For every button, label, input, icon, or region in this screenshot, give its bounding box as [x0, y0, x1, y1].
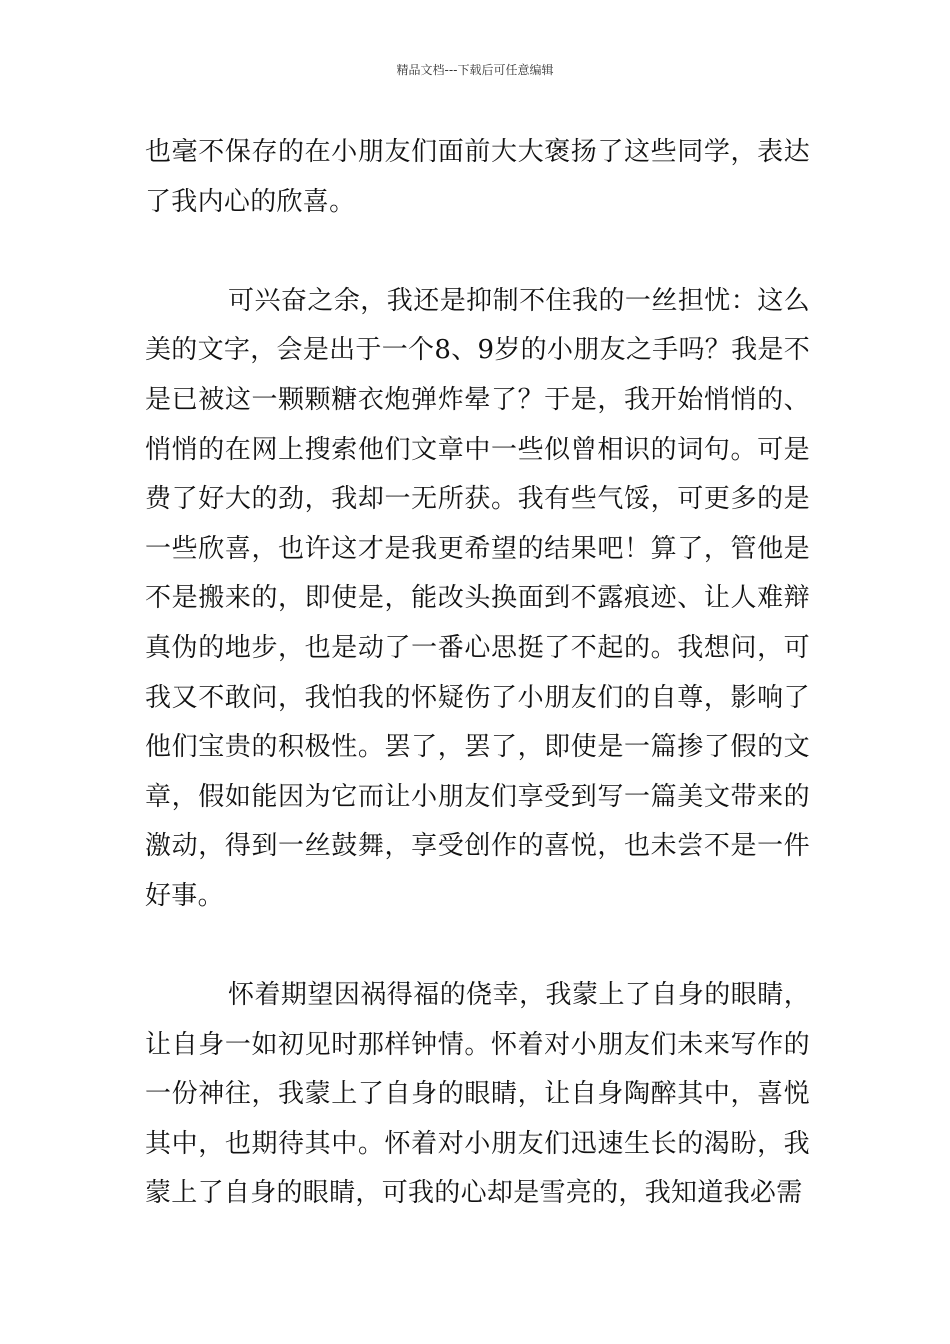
paragraph-gap — [145, 227, 810, 277]
paragraph-3: 怀着期望因祸得福的侥幸，我蒙上了自身的眼睛，让自身一如初见时那样钟情。怀着对小朋友们未来写作的一份神往，我蒙上了自身的眼睛，让自身陶醉其中，喜悦其中，也期待其中。怀着对小朋友们迅速生长的渴盼，我蒙上了自身的眼睛，可我的心却是雪亮的，我知道我必需 — [145, 980, 810, 1209]
document-body — [145, 128, 810, 1219]
paragraph-gap — [145, 922, 810, 972]
paragraph-1: 也毫不保存的在小朋友们面前大大褒扬了这些同学，表达了我内心的欣喜。 — [145, 137, 810, 217]
paragraph-2: 可兴奋之余，我还是抑制不住我的一丝担忧：这么美的文字，会是出于一个8、9岁的小朋友之手吗？我是不是已被这一颗颗糖衣炮弹炸晕了？于是，我开始悄悄的、悄悄的在网上搜索他们文章中一些似曾相识的词句。可是费了好大的劲，我却一无所获。我有些气馁，可更多的是一些欣喜，也许这才是我更希望的结果吧！算了，管他是不是搬来的，即使是，能改头换面到不露痕迹、让人难辩真伪的地步，也是动了一番心思挺了不起的。我想问，可我又不敢问，我怕我的怀疑伤了小朋友们的自尊，影响了他们宝贵的积极性。罢了，罢了，即使是一篇掺了假的文章，假如能因为它而让小朋友们享受到写一篇美文带来的激动，得到一丝鼓舞，享受创作的喜悦，也未尝不是一件好事。 — [145, 285, 810, 911]
page-header: 精品文档---下载后可任意编辑 — [396, 63, 554, 77]
